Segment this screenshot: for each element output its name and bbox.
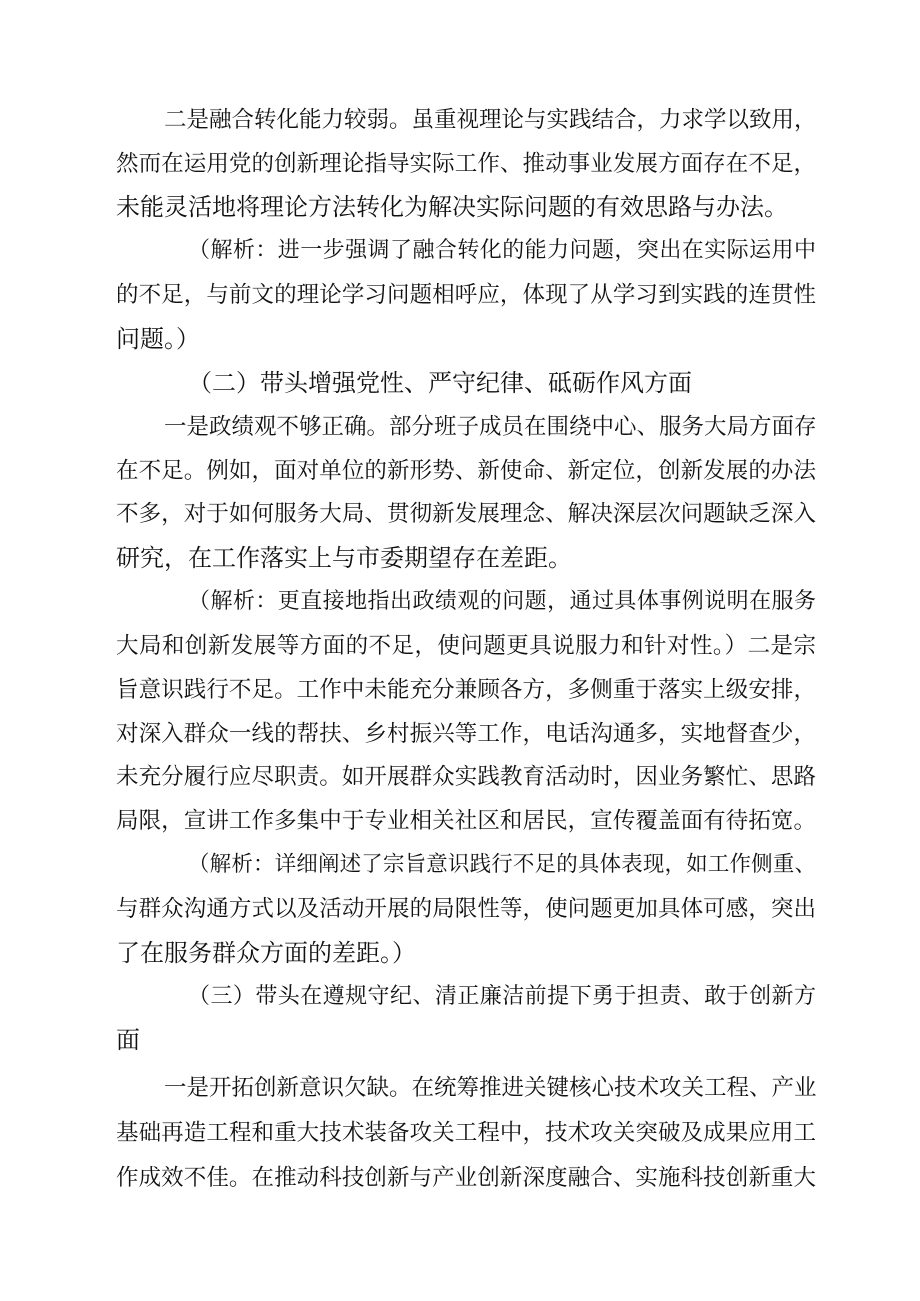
paragraph-line: 未充分履行应尽职责。如开展群众实践教育活动时，因业务繁忙、思路 (116, 764, 816, 790)
paragraph-line: 不多，对于如何服务大局、贯彻新发展理念、解决深层次问题缺乏深入 (116, 501, 816, 527)
paragraph-line: 对深入群众一线的帮扶、乡村振兴等工作，电话沟通多，实地督查少， (116, 721, 816, 747)
analysis-note-line: 的不足，与前文的理论学习问题相呼应，体现了从学习到实践的连贯性 (116, 282, 816, 308)
paragraph-line: 局限，宣讲工作多集中于专业相关社区和居民，宣传覆盖面有待拓宽。 (116, 808, 816, 834)
paragraph-line: 未能灵活地将理论方法转化为解决实际问题的有效思路与办法。 (116, 193, 788, 221)
paragraph-line: 研究，在工作落实上与市委期望存在差距。 (116, 544, 572, 572)
analysis-note-line: 与群众沟通方式以及活动开展的局限性等，使问题更加具体可感，突出 (116, 896, 816, 922)
analysis-note-line: 问题。） (116, 325, 200, 353)
paragraph-line: 旨意识践行不足。工作中未能充分兼顾各方，多侧重于落实上级安排， (116, 677, 816, 703)
paragraph-line: 在不足。例如，面对单位的新形势、新使命、新定位，创新发展的办法 (116, 458, 816, 484)
paragraph-line: 作成效不佳。在推动科技创新与产业创新深度融合、实施科技创新重大 (116, 1165, 816, 1191)
paragraph-line: 大局和创新发展等方面的不足，使问题更具说服力和针对性。）二是宗 (116, 633, 816, 659)
analysis-note-line: （解析：更直接地指出政绩观的问题，通过具体事例说明在服务 (188, 589, 816, 614)
paragraph-line: 一是政绩观不够正确。部分班子成员在围绕中心、服务大局方面存 (164, 414, 817, 440)
paragraph-line: 基础再造工程和重大技术装备攻关工程中，技术攻关突破及成果应用工 (116, 1120, 816, 1146)
paragraph-line: 然而在运用党的创新理论指导实际工作、推动事业发展方面存在不足， (116, 151, 816, 177)
analysis-note-line: 了在服务群众方面的差距。） (116, 939, 416, 967)
analysis-note-line: （解析：详细阐述了宗旨意识践行不足的具体表现，如工作侧重、 (188, 852, 816, 877)
analysis-note-line: （解析：进一步强调了融合转化的能力问题，突出在实际运用中 (188, 238, 816, 263)
section-heading: 面 (116, 1026, 140, 1054)
section-heading: （三）带头在遵规守纪、清正廉洁前提下勇于担责、敢于创新方 (188, 984, 816, 1009)
section-heading: （二）带头增强党性、严守纪律、砥砺作风方面 (188, 369, 692, 397)
paragraph-line: 二是融合转化能力较弱。虽重视理论与实践结合，力求学以致用， (164, 107, 817, 133)
paragraph-line: 一是开拓创新意识欠缺。在统筹推进关键核心技术攻关工程、产业 (164, 1075, 817, 1101)
